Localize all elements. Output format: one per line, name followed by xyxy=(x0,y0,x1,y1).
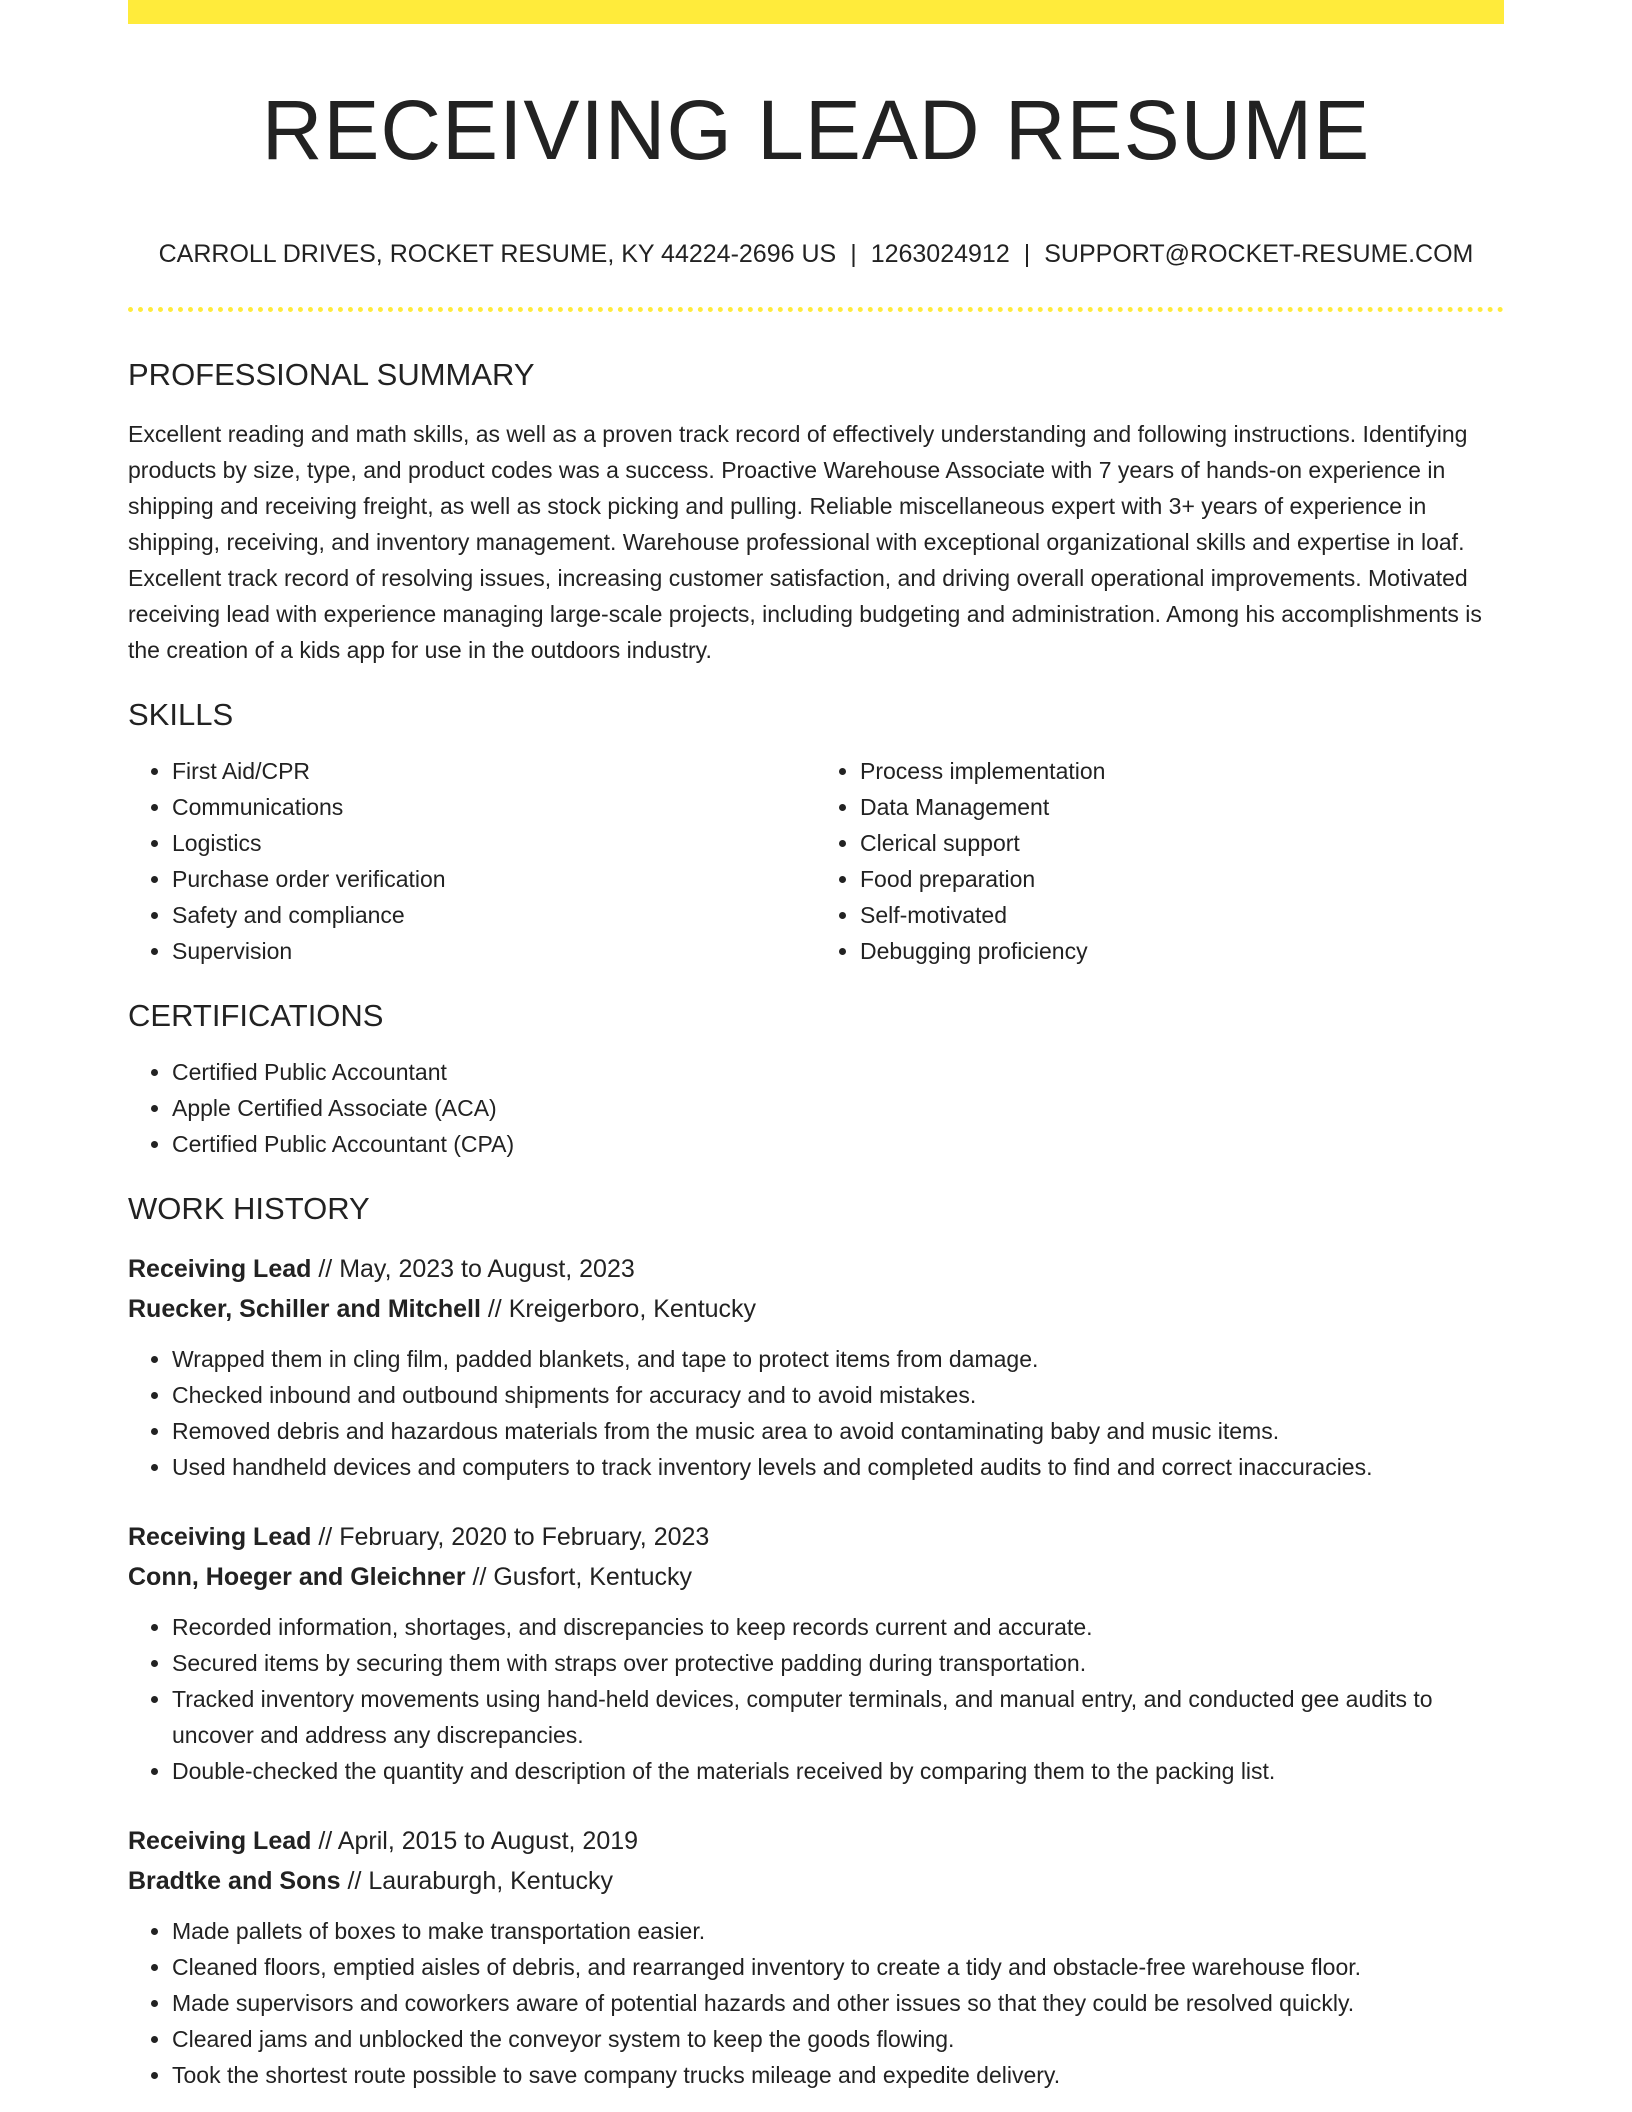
job-company: Conn, Hoeger and Gleichner xyxy=(128,1563,466,1592)
skills-list-right xyxy=(816,753,1504,969)
skill-item: • Communications xyxy=(172,789,816,825)
skill-item: • Debugging proficiency xyxy=(860,933,1504,969)
skill-item: • Data Management xyxy=(860,789,1504,825)
skill-item: • Supervision xyxy=(172,933,816,969)
dotted-divider xyxy=(128,307,1504,312)
skill-item: • Purchase order verification xyxy=(172,861,816,897)
skills-list-left xyxy=(128,753,816,969)
skill-item: • First Aid/CPR xyxy=(172,753,816,789)
resume-title: RECEIVING LEAD RESUME xyxy=(261,83,1371,177)
resume-page xyxy=(128,0,1504,2093)
job-title-line xyxy=(128,1517,1504,1557)
job-location: // Lauraburgh, Kentucky xyxy=(340,1867,613,1896)
job-bullet: • Secured items by securing them with straps over protective padding during transportation. xyxy=(172,1645,1504,1681)
job-company-line xyxy=(128,1861,1504,1901)
contact-address: CARROLL DRIVES, ROCKET RESUME, KY 44224-2696 US xyxy=(158,240,837,269)
job-location: // Kreigerboro, Kentucky xyxy=(480,1295,757,1324)
job-bullet: • Checked inbound and outbound shipments for accuracy and to avoid mistakes. xyxy=(172,1377,1504,1413)
skills-columns xyxy=(128,753,1504,969)
job-entry xyxy=(128,1249,1504,1485)
contact-phone: 1263024912 xyxy=(870,240,1010,269)
job-bullet: • Cleared jams and unblocked the conveyor system to keep the goods flowing. xyxy=(172,2021,1504,2057)
job-bullet: • Tracked inventory movements using hand-held devices, computer terminals, and manual entry, and conducted gee audits to uncover and address any discrepancies. xyxy=(172,1681,1504,1753)
job-bullet: • Made pallets of boxes to make transportation easier. xyxy=(172,1913,1504,1949)
job-title-line xyxy=(128,1249,1504,1289)
job-entry xyxy=(128,1821,1504,2093)
job-entry xyxy=(128,1517,1504,1789)
skills-heading: SKILLS xyxy=(128,696,234,732)
job-bullet: • Used handheld devices and computers to track inventory levels and completed audits to find and correct inaccuracies. xyxy=(172,1449,1504,1485)
contact-line xyxy=(128,240,1504,269)
job-title: Receiving Lead xyxy=(128,1827,312,1856)
job-bullets xyxy=(128,1609,1504,1789)
job-bullet: • Took the shortest route possible to save company trucks mileage and expedite delivery. xyxy=(172,2057,1504,2093)
job-title: Receiving Lead xyxy=(128,1255,312,1284)
contact-separator: | xyxy=(1023,240,1031,269)
summary-heading: PROFESSIONAL SUMMARY xyxy=(128,357,535,393)
job-title: Receiving Lead xyxy=(128,1523,312,1552)
certifications-list xyxy=(128,1054,1504,1162)
skill-item: • Self-motivated xyxy=(860,897,1504,933)
job-dates: // April, 2015 to August, 2019 xyxy=(311,1827,639,1856)
job-bullets xyxy=(128,1913,1504,2093)
work-history-heading: WORK HISTORY xyxy=(128,1190,370,1226)
job-company: Ruecker, Schiller and Mitchell xyxy=(128,1295,481,1324)
job-bullet: • Double-checked the quantity and description of the materials received by comparing them to the packing list. xyxy=(172,1753,1504,1789)
skill-item: • Process implementation xyxy=(860,753,1504,789)
job-location: // Gusfort, Kentucky xyxy=(465,1563,693,1592)
certification-item: • Certified Public Accountant xyxy=(172,1054,1504,1090)
job-dates: // February, 2020 to February, 2023 xyxy=(311,1523,710,1552)
skill-item: • Clerical support xyxy=(860,825,1504,861)
job-bullet: • Wrapped them in cling film, padded blankets, and tape to protect items from damage. xyxy=(172,1341,1504,1377)
contact-separator: | xyxy=(850,240,857,269)
job-dates: // May, 2023 to August, 2023 xyxy=(311,1255,635,1284)
skill-item: • Safety and compliance xyxy=(172,897,816,933)
certification-item: • Apple Certified Associate (ACA) xyxy=(172,1090,1504,1126)
job-bullets xyxy=(128,1341,1504,1485)
job-bullet: • Removed debris and hazardous materials from the music area to avoid contaminating baby and music items. xyxy=(172,1413,1504,1449)
job-title-line xyxy=(128,1821,1504,1861)
certifications-heading: CERTIFICATIONS xyxy=(128,997,384,1033)
job-bullet: • Recorded information, shortages, and discrepancies to keep records current and accurate. xyxy=(172,1609,1504,1645)
job-bullet: • Made supervisors and coworkers aware of potential hazards and other issues so that they could be resolved quickly. xyxy=(172,1985,1504,2021)
job-company-line xyxy=(128,1289,1504,1329)
skill-item: • Logistics xyxy=(172,825,816,861)
job-company-line xyxy=(128,1557,1504,1597)
accent-top-bar xyxy=(128,0,1504,24)
job-company: Bradtke and Sons xyxy=(128,1867,341,1896)
contact-email: SUPPORT@ROCKET-RESUME.COM xyxy=(1044,240,1474,269)
summary-text: Excellent reading and math skills, as well as a proven track record of effectively understanding and following instructions. Identifying products by size, type, and product codes was a success. Proactive Warehouse Associate with 7 years of hands-on experience in shipping and receiving freight, as well as stock picking and pulling. Reliable miscellaneous expert with 3+ years of experience in shipping, receiving, and inventory management. Warehouse professional with exceptional organizational skills and expertise in loaf. Excellent track record of resolving issues, increasing customer satisfaction, and driving overall operational improvements. Motivated receiving lead with experience managing large-scale projects, including budgeting and administration. Among his accomplishments is the creation of a kids app for use in the outdoors industry. xyxy=(128,420,1482,663)
skill-item: • Food preparation xyxy=(860,861,1504,897)
job-bullet: • Cleaned floors, emptied aisles of debris, and rearranged inventory to create a tidy and obstacle-free warehouse floor. xyxy=(172,1949,1504,1985)
certification-item: • Certified Public Accountant (CPA) xyxy=(172,1126,1504,1162)
